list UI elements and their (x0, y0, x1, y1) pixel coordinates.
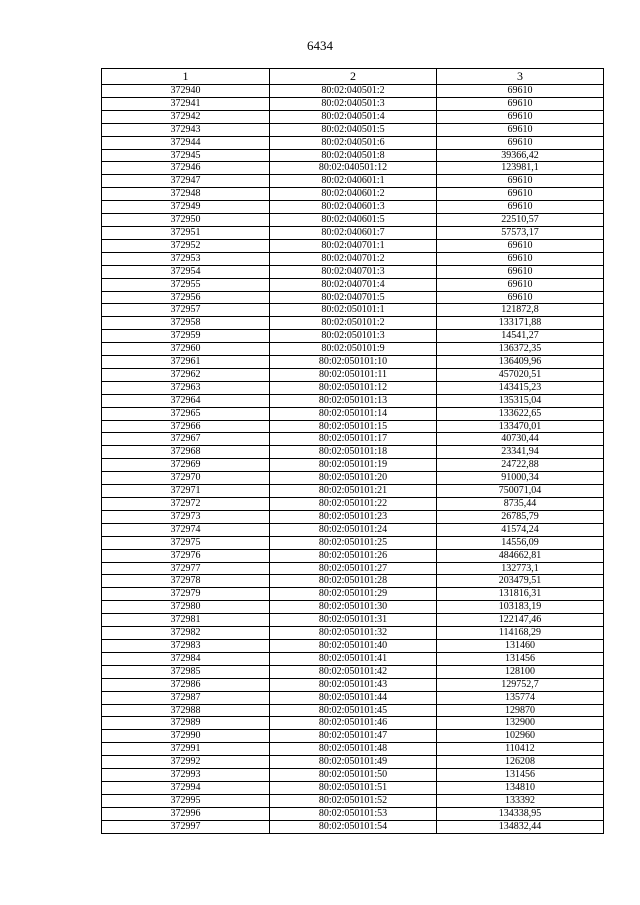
table-row (102, 149, 604, 162)
cadastral-number-cell: 80:02:050101:12 (270, 381, 437, 394)
cadastral-number-cell: 80:02:040501:8 (270, 149, 437, 162)
row-number-cell: 372976 (102, 549, 270, 562)
cadastral-number-cell: 80:02:050101:18 (270, 446, 437, 459)
table-row (102, 188, 604, 201)
value-cell: 69610 (437, 291, 604, 304)
value-cell: 69610 (437, 110, 604, 123)
cadastral-number-cell: 80:02:050101:28 (270, 575, 437, 588)
cadastral-number-cell: 80:02:050101:27 (270, 562, 437, 575)
value-cell: 131460 (437, 639, 604, 652)
table-row (102, 304, 604, 317)
table-row (102, 420, 604, 433)
value-cell: 457020,51 (437, 368, 604, 381)
cadastral-number-cell: 80:02:050101:40 (270, 639, 437, 652)
value-cell: 136409,96 (437, 356, 604, 369)
value-cell: 131816,31 (437, 588, 604, 601)
row-number-cell: 372997 (102, 820, 270, 833)
table-row (102, 730, 604, 743)
cadastral-number-cell: 80:02:040501:12 (270, 162, 437, 175)
row-number-cell: 372958 (102, 317, 270, 330)
value-cell: 132900 (437, 717, 604, 730)
cadastral-number-cell: 80:02:050101:51 (270, 781, 437, 794)
value-cell: 129752,7 (437, 678, 604, 691)
cadastral-number-cell: 80:02:050101:15 (270, 420, 437, 433)
value-cell: 69610 (437, 136, 604, 149)
table-row (102, 446, 604, 459)
value-cell: 128100 (437, 665, 604, 678)
table-row (102, 394, 604, 407)
cadastral-number-cell: 80:02:050101:43 (270, 678, 437, 691)
row-number-cell: 372969 (102, 459, 270, 472)
row-number-cell: 372996 (102, 807, 270, 820)
value-cell: 132773,1 (437, 562, 604, 575)
table-row (102, 291, 604, 304)
row-number-cell: 372975 (102, 536, 270, 549)
row-number-cell: 372943 (102, 123, 270, 136)
table-row (102, 794, 604, 807)
table-row (102, 614, 604, 627)
row-number-cell: 372994 (102, 781, 270, 794)
row-number-cell: 372948 (102, 188, 270, 201)
cadastral-number-cell: 80:02:040501:2 (270, 85, 437, 98)
value-cell: 24722,88 (437, 459, 604, 472)
row-number-cell: 372985 (102, 665, 270, 678)
table-row (102, 510, 604, 523)
row-number-cell: 372972 (102, 498, 270, 511)
cadastral-number-cell: 80:02:040601:3 (270, 201, 437, 214)
table-row (102, 472, 604, 485)
table-row (102, 201, 604, 214)
cadastral-number-cell: 80:02:050101:41 (270, 652, 437, 665)
value-cell: 135774 (437, 691, 604, 704)
table-row (102, 330, 604, 343)
cadastral-number-cell: 80:02:050101:24 (270, 523, 437, 536)
cadastral-number-cell: 80:02:040701:3 (270, 265, 437, 278)
table-row (102, 317, 604, 330)
value-cell: 134810 (437, 781, 604, 794)
value-cell: 69610 (437, 252, 604, 265)
cadastral-number-cell: 80:02:050101:49 (270, 756, 437, 769)
value-cell: 14556,09 (437, 536, 604, 549)
cadastral-number-cell: 80:02:050101:9 (270, 343, 437, 356)
table-row (102, 665, 604, 678)
value-cell: 133392 (437, 794, 604, 807)
row-number-cell: 372942 (102, 110, 270, 123)
table-row (102, 214, 604, 227)
table-row (102, 433, 604, 446)
table-row (102, 601, 604, 614)
value-cell: 22510,57 (437, 214, 604, 227)
value-cell: 126208 (437, 756, 604, 769)
row-number-cell: 372987 (102, 691, 270, 704)
cadastral-number-cell: 80:02:050101:21 (270, 485, 437, 498)
table-row (102, 562, 604, 575)
cadastral-number-cell: 80:02:050101:3 (270, 330, 437, 343)
row-number-cell: 372964 (102, 394, 270, 407)
row-number-cell: 372986 (102, 678, 270, 691)
row-number-cell: 372993 (102, 769, 270, 782)
table-row (102, 278, 604, 291)
cadastral-number-cell: 80:02:050101:30 (270, 601, 437, 614)
cadastral-number-cell: 80:02:050101:45 (270, 704, 437, 717)
cadastral-number-cell: 80:02:050101:10 (270, 356, 437, 369)
cadastral-number-cell: 80:02:050101:32 (270, 627, 437, 640)
value-cell: 69610 (437, 85, 604, 98)
cadastral-number-cell: 80:02:050101:13 (270, 394, 437, 407)
table-row (102, 756, 604, 769)
cadastral-number-cell: 80:02:050101:50 (270, 769, 437, 782)
table-header-row (102, 69, 604, 85)
page-number: 6434 (307, 38, 333, 53)
row-number-cell: 372990 (102, 730, 270, 743)
table-row (102, 717, 604, 730)
row-number-cell: 372947 (102, 175, 270, 188)
table-body (102, 85, 604, 834)
cadastral-number-cell: 80:02:040501:4 (270, 110, 437, 123)
row-number-cell: 372995 (102, 794, 270, 807)
table-row (102, 381, 604, 394)
row-number-cell: 372959 (102, 330, 270, 343)
value-cell: 750071,04 (437, 485, 604, 498)
table-row (102, 588, 604, 601)
row-number-cell: 372949 (102, 201, 270, 214)
row-number-cell: 372988 (102, 704, 270, 717)
cadastral-number-cell: 80:02:050101:46 (270, 717, 437, 730)
value-cell: 8735,44 (437, 498, 604, 511)
table-row (102, 343, 604, 356)
table-row (102, 356, 604, 369)
cadastral-number-cell: 80:02:050101:11 (270, 368, 437, 381)
cadastral-number-cell: 80:02:050101:54 (270, 820, 437, 833)
value-cell: 133622,65 (437, 407, 604, 420)
table-row (102, 807, 604, 820)
row-number-cell: 372970 (102, 472, 270, 485)
cadastral-number-cell: 80:02:050101:2 (270, 317, 437, 330)
row-number-cell: 372953 (102, 252, 270, 265)
cadastral-number-cell: 80:02:040501:3 (270, 97, 437, 110)
row-number-cell: 372941 (102, 97, 270, 110)
cadastral-number-cell: 80:02:050101:29 (270, 588, 437, 601)
cadastral-number-cell: 80:02:040601:7 (270, 226, 437, 239)
row-number-cell: 372940 (102, 85, 270, 98)
value-cell: 102960 (437, 730, 604, 743)
row-number-cell: 372977 (102, 562, 270, 575)
row-number-cell: 372982 (102, 627, 270, 640)
value-cell: 41574,24 (437, 523, 604, 536)
table-row (102, 536, 604, 549)
table-row (102, 175, 604, 188)
value-cell: 26785,79 (437, 510, 604, 523)
table-row (102, 769, 604, 782)
row-number-cell: 372961 (102, 356, 270, 369)
cadastral-number-cell: 80:02:040601:2 (270, 188, 437, 201)
cadastral-number-cell: 80:02:050101:53 (270, 807, 437, 820)
row-number-cell: 372956 (102, 291, 270, 304)
cadastral-number-cell: 80:02:050101:44 (270, 691, 437, 704)
table-row (102, 781, 604, 794)
row-number-cell: 372946 (102, 162, 270, 175)
cadastral-number-cell: 80:02:050101:1 (270, 304, 437, 317)
table-row (102, 639, 604, 652)
value-cell: 134338,95 (437, 807, 604, 820)
value-cell: 203479,51 (437, 575, 604, 588)
row-number-cell: 372957 (102, 304, 270, 317)
cadastral-number-cell: 80:02:050101:14 (270, 407, 437, 420)
cadastral-number-cell: 80:02:040701:4 (270, 278, 437, 291)
table-row (102, 678, 604, 691)
table-row (102, 627, 604, 640)
cadastral-number-cell: 80:02:050101:23 (270, 510, 437, 523)
value-cell: 131456 (437, 652, 604, 665)
table-row (102, 85, 604, 98)
table-row (102, 110, 604, 123)
cadastral-number-cell: 80:02:050101:48 (270, 743, 437, 756)
cadastral-number-cell: 80:02:050101:17 (270, 433, 437, 446)
value-cell: 69610 (437, 265, 604, 278)
row-number-cell: 372973 (102, 510, 270, 523)
value-cell: 110412 (437, 743, 604, 756)
table-row (102, 123, 604, 136)
row-number-cell: 372989 (102, 717, 270, 730)
cadastral-number-cell: 80:02:040701:1 (270, 239, 437, 252)
value-cell: 69610 (437, 97, 604, 110)
table-row (102, 691, 604, 704)
row-number-cell: 372952 (102, 239, 270, 252)
row-number-cell: 372984 (102, 652, 270, 665)
row-number-cell: 372967 (102, 433, 270, 446)
row-number-cell: 372966 (102, 420, 270, 433)
row-number-cell: 372974 (102, 523, 270, 536)
value-cell: 143415,23 (437, 381, 604, 394)
row-number-cell: 372962 (102, 368, 270, 381)
value-cell: 103183,19 (437, 601, 604, 614)
row-number-cell: 372951 (102, 226, 270, 239)
value-cell: 40730,44 (437, 433, 604, 446)
cadastral-number-cell: 80:02:040601:5 (270, 214, 437, 227)
row-number-cell: 372980 (102, 601, 270, 614)
cadastral-number-cell: 80:02:050101:31 (270, 614, 437, 627)
row-number-cell: 372955 (102, 278, 270, 291)
row-number-cell: 372945 (102, 149, 270, 162)
cadastral-number-cell: 80:02:050101:22 (270, 498, 437, 511)
cadastral-number-cell: 80:02:040501:5 (270, 123, 437, 136)
row-number-cell: 372963 (102, 381, 270, 394)
cadastral-number-cell: 80:02:050101:52 (270, 794, 437, 807)
value-cell: 114168,29 (437, 627, 604, 640)
table-row (102, 136, 604, 149)
table-row (102, 498, 604, 511)
cadastral-number-cell: 80:02:050101:42 (270, 665, 437, 678)
table-row (102, 252, 604, 265)
table-row (102, 265, 604, 278)
table-row (102, 368, 604, 381)
row-number-cell: 372991 (102, 743, 270, 756)
row-number-cell: 372978 (102, 575, 270, 588)
row-number-cell: 372950 (102, 214, 270, 227)
table-row (102, 485, 604, 498)
value-cell: 69610 (437, 239, 604, 252)
value-cell: 131456 (437, 769, 604, 782)
value-cell: 121872,8 (437, 304, 604, 317)
cadastral-number-cell: 80:02:050101:25 (270, 536, 437, 549)
value-cell: 122147,46 (437, 614, 604, 627)
value-cell: 135315,04 (437, 394, 604, 407)
column-header: 2 (270, 69, 437, 85)
table-row (102, 162, 604, 175)
value-cell: 39366,42 (437, 149, 604, 162)
row-number-cell: 372954 (102, 265, 270, 278)
value-cell: 136372,35 (437, 343, 604, 356)
row-number-cell: 372965 (102, 407, 270, 420)
value-cell: 484662,81 (437, 549, 604, 562)
value-cell: 134832,44 (437, 820, 604, 833)
table-row (102, 523, 604, 536)
row-number-cell: 372944 (102, 136, 270, 149)
table-row (102, 239, 604, 252)
value-cell: 129870 (437, 704, 604, 717)
table-row (102, 97, 604, 110)
cadastral-number-cell: 80:02:050101:47 (270, 730, 437, 743)
value-cell: 123981,1 (437, 162, 604, 175)
row-number-cell: 372992 (102, 756, 270, 769)
cadastral-number-cell: 80:02:050101:26 (270, 549, 437, 562)
data-table (101, 68, 604, 834)
cadastral-number-cell: 80:02:040601:1 (270, 175, 437, 188)
row-number-cell: 372971 (102, 485, 270, 498)
value-cell: 69610 (437, 201, 604, 214)
table-row (102, 549, 604, 562)
column-header: 3 (437, 69, 604, 85)
value-cell: 133470,01 (437, 420, 604, 433)
table-row (102, 407, 604, 420)
table-row (102, 820, 604, 833)
cadastral-number-cell: 80:02:040701:2 (270, 252, 437, 265)
row-number-cell: 372960 (102, 343, 270, 356)
cadastral-number-cell: 80:02:040501:6 (270, 136, 437, 149)
row-number-cell: 372979 (102, 588, 270, 601)
value-cell: 69610 (437, 123, 604, 136)
cadastral-number-cell: 80:02:040701:5 (270, 291, 437, 304)
table-row (102, 575, 604, 588)
table-row (102, 459, 604, 472)
table-row (102, 704, 604, 717)
value-cell: 69610 (437, 175, 604, 188)
table-row (102, 226, 604, 239)
value-cell: 14541,27 (437, 330, 604, 343)
value-cell: 133171,88 (437, 317, 604, 330)
value-cell: 69610 (437, 188, 604, 201)
cadastral-number-cell: 80:02:050101:19 (270, 459, 437, 472)
row-number-cell: 372968 (102, 446, 270, 459)
value-cell: 23341,94 (437, 446, 604, 459)
column-header: 1 (102, 69, 270, 85)
table-row (102, 652, 604, 665)
value-cell: 91000,34 (437, 472, 604, 485)
row-number-cell: 372981 (102, 614, 270, 627)
value-cell: 57573,17 (437, 226, 604, 239)
cadastral-number-cell: 80:02:050101:20 (270, 472, 437, 485)
value-cell: 69610 (437, 278, 604, 291)
table-row (102, 743, 604, 756)
row-number-cell: 372983 (102, 639, 270, 652)
